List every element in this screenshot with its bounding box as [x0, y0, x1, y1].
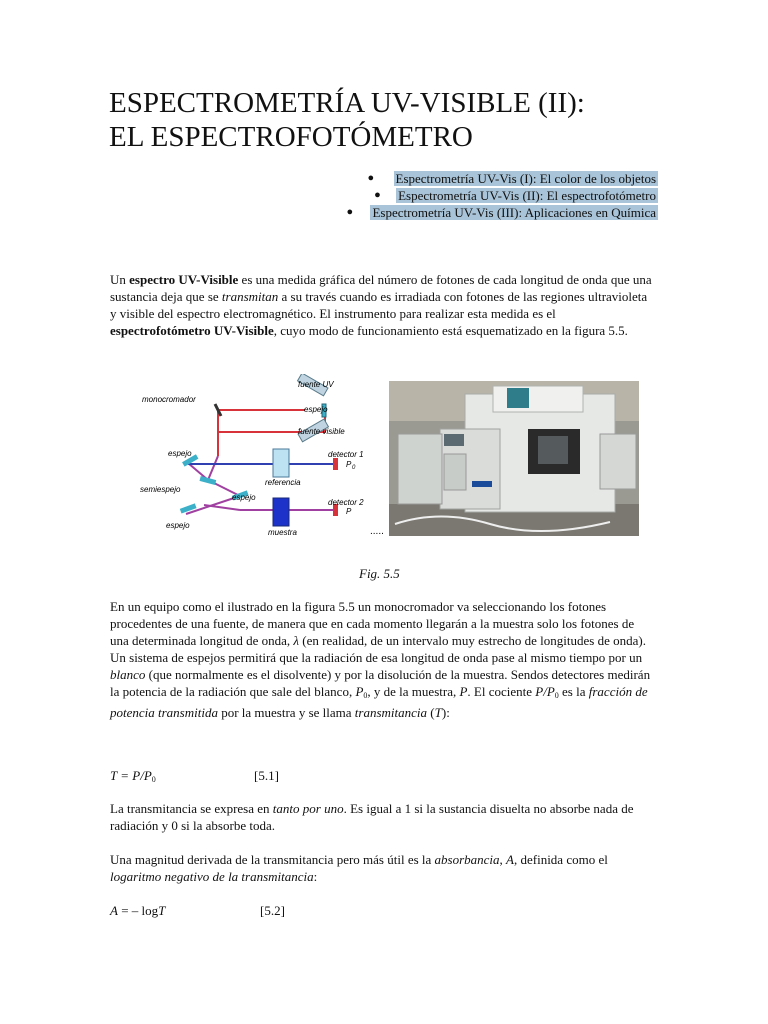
referencia-cuvette	[273, 449, 289, 477]
equation-5-2-number: [5.2]	[260, 903, 285, 918]
label-fuente-uv: fuente UV	[298, 380, 334, 389]
semiespejo-element	[199, 476, 216, 485]
label-detector-1: detector 1	[328, 450, 364, 459]
label-fuente-visible: fuente visible	[298, 427, 345, 436]
absorbance-paragraph: Una magnitud derivada de la transmitancia pero más útil es la absorbancia, A, definida como el logaritmo negativo de la transmitancia:	[110, 852, 608, 884]
equation-5-1-lhs: T = P/P	[110, 768, 152, 783]
spectrophotometer-schematic	[140, 374, 640, 542]
title-line-1: ESPECTROMETRÍA UV-VISIBLE (II):	[109, 87, 585, 119]
equation-5-1: $T = P/P_0$ [5.1]	[110, 768, 279, 784]
series-link-item[interactable]	[346, 204, 658, 221]
series-link-1[interactable]: Espectrometría UV-Vis (I): El color de los objetos	[395, 171, 656, 186]
label-detector-2: detector 2	[328, 498, 364, 507]
purple-beam-1	[208, 456, 218, 480]
label-p0-sub: 0	[352, 465, 356, 471]
label-p: P	[346, 507, 352, 516]
transmittance-paragraph: La transmitancia se expresa en tanto por uno. Es igual a 1 si la sustancia disuelta no absorbe nada de radiación y 0 si la absorbe toda.	[110, 801, 634, 833]
label-espejo-left: espejo	[168, 449, 192, 458]
detector-1	[333, 458, 338, 470]
series-link-3[interactable]: Espectrometría UV-Vis (III): Aplicaciones en Química	[372, 205, 656, 220]
figure-5-5	[140, 374, 640, 547]
equation-5-1-number: [5.1]	[254, 768, 279, 783]
label-muestra: muestra	[268, 528, 297, 537]
bullet-icon: ●	[374, 189, 381, 201]
label-p0: P	[346, 460, 352, 469]
label-monocromador: monocromador	[142, 395, 196, 404]
bullet-icon: ●	[367, 172, 375, 184]
figure-dots: .....	[370, 526, 384, 537]
page-title	[109, 86, 729, 154]
label-espejo-mid: espejo	[232, 493, 256, 502]
series-link-item[interactable]	[367, 170, 658, 187]
label-espejo-top: espejo	[304, 405, 328, 414]
series-link-item[interactable]	[374, 187, 658, 204]
bullet-icon: ●	[346, 206, 354, 218]
series-link-2[interactable]: Espectrometría UV-Vis (II): El espectrofotómetro	[398, 188, 656, 203]
intro-paragraph: Un espectro UV-Visible es una medida gráfica del número de fotones de cada longitud de onda que una sustancia deja que se transmitan a su través cuando es irradiada con fotones de las regiones ultravioleta y visible del espectro electromagnético. El instrumento para realizar esta medida es el espectrofotómetro UV-Visible, cuyo modo de funcionamiento está esquematizado en la figura 5.5.	[110, 272, 652, 338]
equation-5-2: A = – logT [5.2]	[110, 903, 285, 918]
title-line-2: EL ESPECTROFOTÓMETRO	[109, 121, 473, 153]
muestra-cuvette	[273, 498, 289, 526]
explanation-paragraph: En un equipo como el ilustrado en la figura 5.5 un monocromador va seleccionando los fotones procedentes de una fuente, de manera que en cada momento llegarán a la muestra solo los fotones de una determinada longitud de onda, λ (en realidad, de un intervalo muy estrecho de longitudes de onda). Un sistema de espejos permitirá que la radiación de esa longitud de onda pase al mismo tiempo por un blanco (que normalmente es el disolvente) y por la disolución de la muestra. Sendos detectores medirán la potencia de la radiación que sale del blanco, $P_0$, y de la muestra, P. El cociente $P/P_0$ es la fracción de potencia transmitida por la muestra y se llama transmitancia (T):	[110, 599, 651, 720]
label-espejo-bottom: espejo	[166, 521, 190, 530]
label-semiespejo: semiespejo	[140, 485, 181, 494]
spectrophotometer-photo	[389, 381, 639, 536]
label-referencia: referencia	[265, 478, 301, 487]
figure-caption: Fig. 5.5	[359, 566, 400, 581]
